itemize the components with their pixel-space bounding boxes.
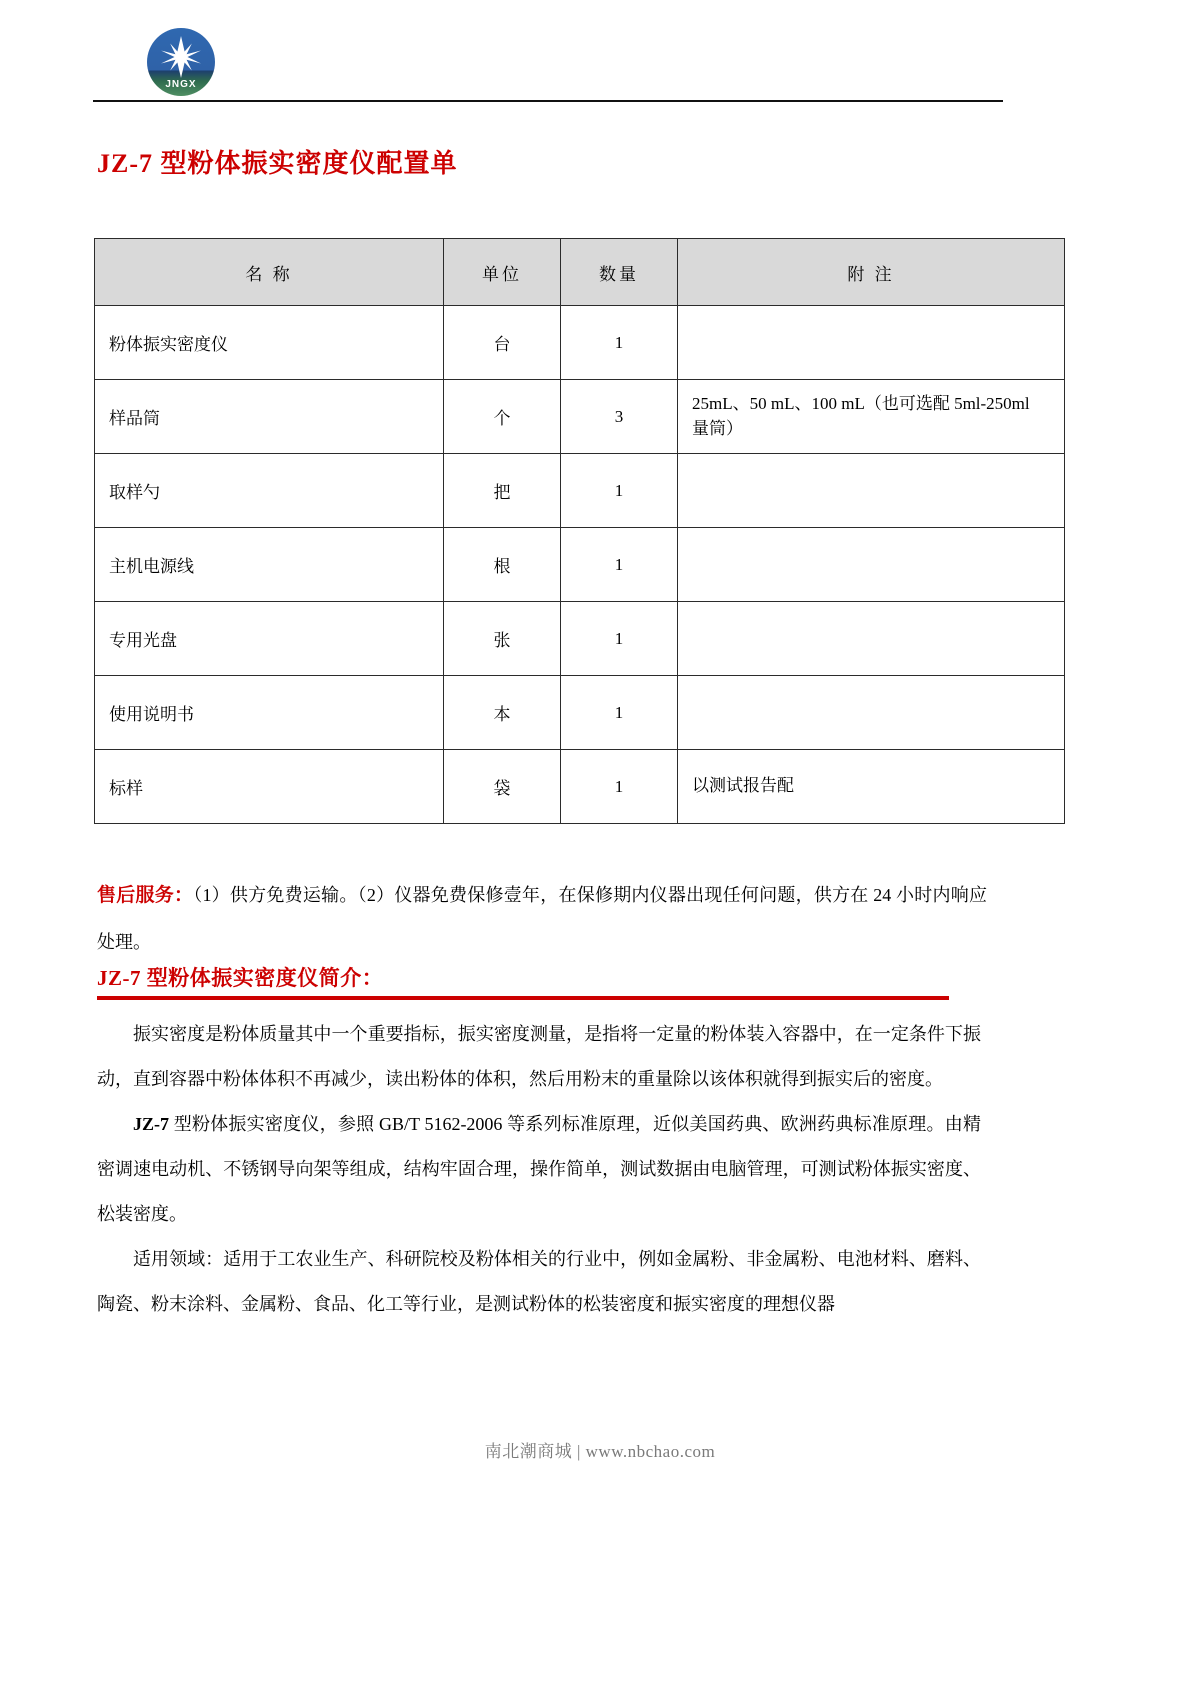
cell-note [678, 676, 1065, 750]
compass-star-icon [159, 35, 203, 79]
table-header [95, 239, 1065, 306]
intro-paragraph-2 [97, 1102, 981, 1237]
model-name-bold: JZ-7 [133, 1114, 169, 1134]
cell-quantity: 1 [561, 454, 678, 528]
cell-note [678, 306, 1065, 380]
after-sales-service [97, 872, 987, 965]
cell-note: 25mL、50 mL、100 mL（也可选配 5ml-250ml 量筒） [678, 380, 1065, 454]
table-row [95, 602, 1065, 676]
cell-quantity: 3 [561, 380, 678, 454]
table-row [95, 750, 1065, 824]
column-header-note: 附 注 [678, 239, 1065, 306]
table-row [95, 380, 1065, 454]
page-footer: 南北潮商城 | www.nbchao.com [484, 1442, 716, 1461]
cell-quantity: 1 [561, 306, 678, 380]
logo-wordmark: JNGX [165, 79, 197, 90]
cell-quantity: 1 [561, 750, 678, 824]
page-title: JZ-7 型粉体振实密度仪配置单 [97, 149, 458, 178]
cell-name: 主机电源线 [95, 528, 444, 602]
intro-paragraph-2-text: 型粉体振实密度仪，参照 GB/T 5162-2006 等系列标准原理，近似美国药典、欧洲药典标准原理。由精密调速电动机、不锈钢导向架等组成，结构牢固合理，操作简单，测试数据由电脑管理，可测试粉体振实密度、松装密度。 [97, 1114, 981, 1224]
column-header-unit: 单位 [444, 239, 561, 306]
cell-quantity: 1 [561, 676, 678, 750]
cell-name: 样品筒 [95, 380, 444, 454]
configuration-table [94, 238, 1065, 824]
section-heading-intro: JZ-7 型粉体振实密度仪简介： [97, 962, 949, 1000]
cell-unit: 个 [444, 380, 561, 454]
cell-unit: 把 [444, 454, 561, 528]
intro-paragraph-1: 振实密度是粉体质量其中一个重要指标，振实密度测量，是指将一定量的粉体装入容器中，在一定条件下振动，直到容器中粉体体积不再减少，读出粉体的体积，然后用粉末的重量除以该体积就得到振实后的密度。 [97, 1024, 981, 1089]
intro-paragraph-3: 适用领域：适用于工农业生产、科研院校及粉体相关的行业中，例如金属粉、非金属粉、电池材料、磨料、陶瓷、粉末涂料、金属粉、食品、化工等行业，是测试粉体的松装密度和振实密度的理想仪器 [97, 1249, 981, 1314]
cell-name: 使用说明书 [95, 676, 444, 750]
cell-name: 粉体振实密度仪 [95, 306, 444, 380]
table-row [95, 676, 1065, 750]
table-row [95, 454, 1065, 528]
after-sales-label: 售后服务： [97, 885, 194, 906]
table-header-row [95, 239, 1065, 306]
cell-quantity: 1 [561, 528, 678, 602]
cell-note [678, 528, 1065, 602]
cell-unit: 本 [444, 676, 561, 750]
cell-unit: 袋 [444, 750, 561, 824]
company-logo [147, 28, 215, 96]
cell-unit: 台 [444, 306, 561, 380]
cell-unit: 张 [444, 602, 561, 676]
cell-note [678, 602, 1065, 676]
column-header-name: 名 称 [95, 239, 444, 306]
after-sales-text: （1）供方免费运输。（2）仪器免费保修壹年，在保修期内仪器出现任何问题，供方在 24 小时内响应处理。 [97, 885, 987, 952]
introduction-body [97, 1012, 981, 1327]
cell-quantity: 1 [561, 602, 678, 676]
page-header [0, 0, 1200, 110]
header-divider [93, 100, 1003, 102]
cell-name: 取样勺 [95, 454, 444, 528]
cell-name: 标样 [95, 750, 444, 824]
column-header-quantity: 数量 [561, 239, 678, 306]
table-row [95, 306, 1065, 380]
logo-circle [147, 28, 215, 96]
cell-unit: 根 [444, 528, 561, 602]
cell-note [678, 454, 1065, 528]
cell-name: 专用光盘 [95, 602, 444, 676]
table-body [95, 306, 1065, 824]
cell-note: 以测试报告配 [678, 750, 1065, 824]
table-row [95, 528, 1065, 602]
